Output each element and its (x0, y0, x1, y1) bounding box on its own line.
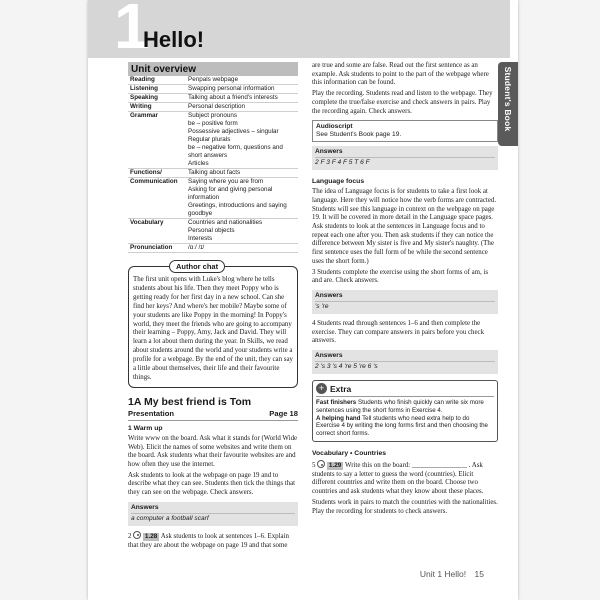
overview-category: Reading (130, 76, 155, 83)
answers-text: a computer a football scarf (131, 514, 209, 522)
overview-category (128, 160, 186, 169)
overview-value: Talking about a friend's interests (188, 94, 278, 101)
exercise-4-paragraph: 4 Students read through sentences 1–6 and then complete the exercise. They can compare answers in pairs before you check answers. (312, 319, 485, 345)
overview-category: Communication (130, 178, 178, 185)
author-chat-text: The first unit opens with Luke's blog where he tells students about his life. Then they meet Poppy who is getting ready for her first day in a new school. Can she find her keys? And where's her mobile? Maybe some of your students are like Poppy in the morning! In Poppy's world, they meet the friends who are going to accompany their learning – Poppy, Amy, Jack and David. They will learn a lot about them during the year. In Skills, we read about students around the world and your students write a profile for a webpage. By the end of the unit, they can say a little about themselves, their life and their favourite things. (133, 276, 293, 381)
audio-cd-icon[interactable] (133, 531, 141, 539)
page-number: 15 (474, 569, 484, 579)
overview-row (128, 227, 298, 235)
overview-row (128, 76, 298, 85)
answers-box-2 (312, 146, 498, 170)
audio-track[interactable]: 1.29 (328, 462, 342, 470)
overview-value: Greetings, introductions and saying goodbye (188, 202, 287, 217)
overview-value: /ɑː/ /ɪ/ (188, 244, 205, 251)
overview-category (128, 186, 186, 202)
overview-category (128, 227, 186, 235)
overview-category (128, 202, 186, 219)
overview-value: Asking for and giving personal information (188, 186, 273, 201)
overview-row (128, 144, 298, 160)
exercise-5-text: Write this on the board: ________________ . Ask students to say a letter to guess the word (countries). Elicit different countries and write them on the board. Choose two countries and ask students what they know about these places. (312, 462, 484, 496)
page-reference: Page 18 (269, 408, 298, 418)
unit-overview-title: Unit overview (128, 62, 298, 76)
overview-category (128, 120, 186, 128)
unit-title: Hello! (143, 27, 205, 52)
answers-box-1 (128, 502, 298, 526)
page-footer (414, 569, 484, 579)
overview-value: Penpals webpage (188, 76, 239, 83)
answers-text: 2 's 3 's 4 're 5 're 6 's (315, 363, 378, 371)
unit-overview-table (128, 76, 298, 253)
helping-hand-text: Tell students who need extra help to do Exercise 4 by writing the long forms first and then choosing the correct short forms. (316, 414, 488, 438)
overview-category: Grammar (130, 112, 159, 119)
overview-value: Personal objects (188, 227, 235, 234)
recording-paragraph: Play the recording. Students read and listen to the webpage. They complete the true/false exercise and check answers in pairs. Play the recording again. Check answers. (312, 90, 493, 115)
overview-row (128, 85, 298, 94)
webpage-paragraph: Ask students to look at the webpage on page 19 and to describe what they can see. Students then tick the things that they can see on the webpage. Check answers. (128, 471, 296, 497)
exercise-number: 2 (128, 532, 132, 540)
overview-category: Vocabulary (130, 219, 164, 226)
overview-category: Writing (130, 103, 152, 110)
overview-row (128, 202, 298, 219)
overview-category (128, 144, 186, 160)
exercise-3-paragraph: 3 Students complete the exercise using the short forms of am, is and are. Check answers. (312, 268, 489, 285)
warm-up-paragraph: Write www on the board. Ask what it stands for (World Wide Web). Elicit the names of some websites and write them on the board. Ask students what their favourite websites are and how often they use the internet. (128, 434, 298, 468)
extra-header (316, 381, 494, 397)
answers-heading: Answers (315, 292, 495, 302)
overview-row (128, 128, 298, 136)
overview-category (128, 128, 186, 136)
extra-plus-icon: + (316, 383, 327, 394)
author-chat-box (128, 262, 298, 388)
side-tab-label: Student's Book (503, 66, 513, 132)
right-column (312, 62, 498, 516)
lesson-title: 1A My best friend is Tom (128, 395, 252, 408)
answers-heading: Answers (315, 352, 495, 362)
overview-value: Subject pronouns (188, 112, 238, 119)
overview-category: Speaking (130, 94, 158, 101)
answers-heading: Answers (315, 148, 495, 158)
extra-title: Extra (330, 383, 352, 394)
extra-body (316, 397, 494, 438)
audio-track[interactable]: 1.28 (144, 532, 158, 540)
overview-value: Countries and nationalities (188, 219, 263, 226)
overview-row (128, 112, 298, 121)
overview-row (128, 169, 298, 178)
helping-hand-label: A helping hand (316, 414, 361, 422)
presentation-row (128, 409, 298, 421)
overview-row (128, 219, 298, 228)
author-chat-label: Author chat (169, 260, 225, 273)
overview-category: Pronunciation (130, 244, 173, 251)
pairs-paragraph: Students work in pairs to match the countries with the nationalities. Play the recording for students to check answers. (312, 498, 498, 515)
audio-cd-icon[interactable] (317, 460, 325, 468)
overview-value: be – negative form, questions and short answers (188, 144, 283, 159)
overview-row (128, 103, 298, 112)
overview-row (128, 244, 298, 253)
overview-value: Saying where you are from (188, 178, 264, 185)
overview-category (128, 235, 186, 244)
answers-heading: Answers (131, 504, 295, 514)
overview-row (128, 94, 298, 103)
overview-row (128, 235, 298, 244)
unit-banner (88, 0, 510, 62)
fast-finishers-label: Fast finishers (316, 399, 357, 407)
students-book-tab[interactable] (498, 62, 518, 146)
textbook-page (88, 0, 518, 600)
overview-value: be – positive form (188, 120, 238, 127)
overview-row (128, 120, 298, 128)
extra-box (312, 380, 498, 442)
warm-up-heading: 1 Warm up (128, 424, 163, 432)
overview-value: Talking about facts (188, 169, 241, 176)
section-label: Presentation (128, 408, 174, 418)
overview-row (128, 178, 298, 187)
exercise-5-paragraph (312, 460, 498, 497)
overview-value: Interests (188, 235, 213, 242)
overview-row (128, 186, 298, 202)
overview-row (128, 136, 298, 144)
overview-category: Listening (130, 85, 158, 92)
vocabulary-heading: Vocabulary • Countries (312, 450, 387, 458)
answers-box-3 (312, 290, 498, 314)
overview-category: Functions/ (130, 169, 162, 176)
overview-category (128, 136, 186, 144)
overview-value: Articles (188, 160, 209, 167)
audioscript-heading: Audioscript (316, 123, 353, 131)
answers-box-4 (312, 350, 498, 374)
language-focus-heading: Language focus (312, 178, 365, 186)
exercise-2-text: Ask students to look at sentences 1–6. Explain that they are about the webpage on page 19 and that some (128, 532, 289, 549)
continued-paragraph: are true and some are false. Read out the first sentence as an example. Ask students to point to the part of the webpage where this information can be found. (312, 62, 489, 87)
left-column (128, 62, 298, 550)
audioscript-text: See Student's Book page 19. (316, 131, 402, 139)
overview-value: Swapping personal information (188, 85, 275, 92)
language-focus-paragraph: The idea of Language focus is for students to take a first look at language. Here they will notice how the verb forms are contracted. Students will see this language in context on the webpage on page 19. It will be covered in more detail in the Language space pages. Ask students to look at the sentences in Language focus and to repeat each one after you. Then ask students if they can notice the difference between My sister is five and My sister's naughty. (The first sentence uses the full form of be while the second sentence uses the short form.) (312, 188, 497, 265)
overview-value: Regular plurals (188, 136, 231, 143)
fast-finishers-text: Students who finish quickly can write six more sentences using the short forms in Exercise 4. (316, 399, 484, 414)
unit-number: 1 (114, 0, 150, 62)
exercise-2-paragraph (128, 531, 298, 550)
overview-value: Possessive adjectives – singular (188, 128, 279, 135)
footer-unit: Unit 1 Hello! (419, 569, 467, 579)
exercise-number: 5 (312, 462, 316, 470)
audioscript-box (312, 120, 498, 142)
overview-row (128, 160, 298, 169)
answers-text: 2 F 3 F 4 F 5 T 6 F (315, 159, 370, 167)
answers-text: 's 're (315, 302, 329, 310)
overview-value: Personal description (188, 103, 246, 110)
